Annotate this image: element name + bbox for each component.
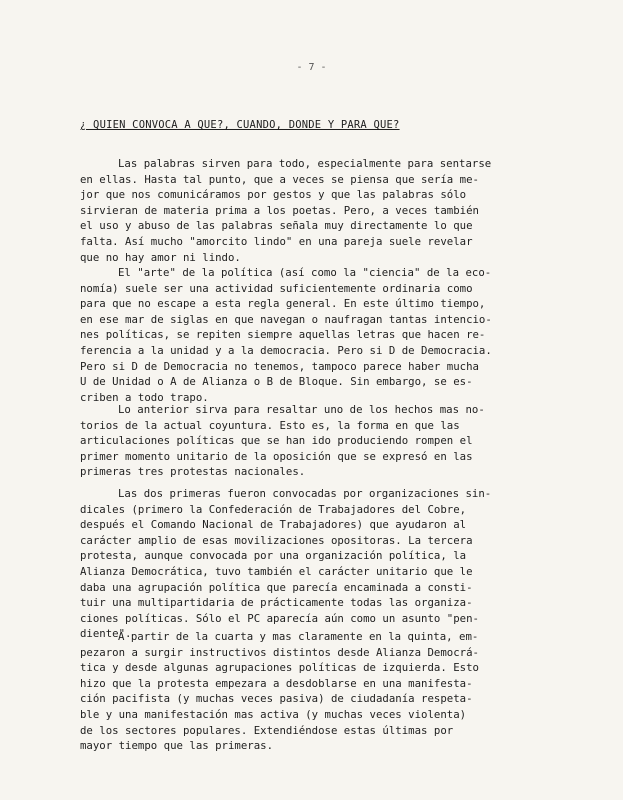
paragraph-line: pezaron a surgir instructivos distintos desde Alianza Democrá- bbox=[80, 645, 479, 659]
paragraph-line: El "arte" de la política (así como la "ciencia" de la eco- bbox=[118, 266, 492, 279]
paragraph-line: de los sectores populares. Extendiéndose estas últimas por bbox=[80, 723, 454, 737]
paragraph-line: U de Unidad o A de Alianza o B de Bloque. Sin embargo, se es- bbox=[80, 375, 473, 389]
paragraph-2 bbox=[80, 265, 542, 405]
paragraph-line: ble y una manifestación mas activa (y muchas veces violenta) bbox=[80, 707, 467, 721]
paragraph-line: diente". bbox=[80, 627, 132, 641]
paragraph-line: A partir de la cuarta y mas claramente en la quinta, em- bbox=[118, 630, 479, 643]
paragraph-line: en ellas. Hasta tal punto, que a veces se piensa que sería me- bbox=[80, 172, 479, 186]
paragraph-line: ción pacifista (y muchas veces pasiva) de ciudadanía respeta- bbox=[80, 692, 473, 706]
paragraph-line: nomía) suele ser una actividad suficientemente ordinaria como bbox=[80, 281, 473, 295]
paragraph-line: dicales (primero la Confederación de Trabajadores del Cobre, bbox=[80, 502, 467, 516]
paragraph-line: ciones políticas. Sólo el PC aparecía aún como un asunto "pen- bbox=[80, 611, 479, 625]
paragraph-line: jor que nos comunicáramos por gestos y que las palabras sólo bbox=[80, 188, 467, 202]
paragraph-line: protesta, aunque convocada por una organización política, la bbox=[80, 549, 467, 563]
paragraph-line: daba una agrupación política que parecía encaminada a consti- bbox=[80, 580, 473, 594]
paragraph-line: después el Comando Nacional de Trabajadores) que ayudaron al bbox=[80, 518, 467, 532]
paragraph-1 bbox=[80, 156, 542, 265]
paragraph-line: ferencia a la unidad y a la democracia. Pero si D de Democracia. bbox=[80, 343, 492, 357]
paragraph-5 bbox=[80, 629, 542, 754]
paragraph-line: Las palabras sirven para todo, especialmente para sentarse bbox=[118, 157, 492, 170]
paragraph-4 bbox=[80, 486, 542, 642]
paragraph-line: nes políticas, se repiten siempre aquellas letras que hacen re- bbox=[80, 328, 486, 342]
paragraph-line: articulaciones políticas que se han ido produciendo rompen el bbox=[80, 434, 473, 448]
paragraph-line: mayor tiempo que las primeras. bbox=[80, 739, 274, 753]
paragraph-line: el uso y abuso de las palabras señala muy directamente lo que bbox=[80, 219, 473, 233]
paragraph-line: primer momento unitario de la oposición que se expresó en las bbox=[80, 449, 473, 463]
paragraph-line: sirvieran de materia prima a los poetas. Pero, a veces también bbox=[80, 203, 479, 217]
document-title: ¿ QUIEN CONVOCA A QUE?, CUANDO, DONDE Y PARA QUE? bbox=[80, 119, 400, 131]
paragraph-line: Las dos primeras fueron convocadas por organizaciones sin- bbox=[118, 487, 492, 500]
paragraph-line: tuir una multipartidaria de prácticamente todas las organiza- bbox=[80, 596, 473, 610]
paragraph-line: primeras tres protestas nacionales. bbox=[80, 465, 306, 479]
paragraph-line: que no hay amor ni lindo. bbox=[80, 250, 241, 264]
paragraph-line: carácter amplio de esas movilizaciones opositoras. La tercera bbox=[80, 533, 473, 547]
paragraph-line: Lo anterior sirva para resaltar uno de los hechos mas no- bbox=[118, 403, 485, 416]
paragraph-line: falta. Así mucho "amorcito lindo" en una pareja suele revelar bbox=[80, 234, 473, 248]
paragraph-line: hizo que la protesta empezara a desdoblarse en una manifesta- bbox=[80, 676, 473, 690]
paragraph-line: Alianza Democrática, tuvo también el carácter unitario que le bbox=[80, 564, 473, 578]
paragraph-line: en ese mar de siglas en que navegan o naufragan tantas intencio- bbox=[80, 312, 492, 326]
paragraph-line: criben a todo trapo. bbox=[80, 390, 209, 404]
page-number: - 7 - bbox=[296, 62, 327, 73]
paragraph-line: Pero si D de Democracia no tenemos, tampoco parece haber mucha bbox=[80, 359, 479, 373]
paragraph-line: torios de la actual coyuntura. Esto es, la forma en que las bbox=[80, 418, 460, 432]
paragraph-line: tica y desde algunas agrupaciones políticas de izquierda. Esto bbox=[80, 661, 479, 675]
paragraph-line: para que no escape a esta regla general. En este último tiempo, bbox=[80, 297, 486, 311]
paragraph-3 bbox=[80, 402, 542, 480]
